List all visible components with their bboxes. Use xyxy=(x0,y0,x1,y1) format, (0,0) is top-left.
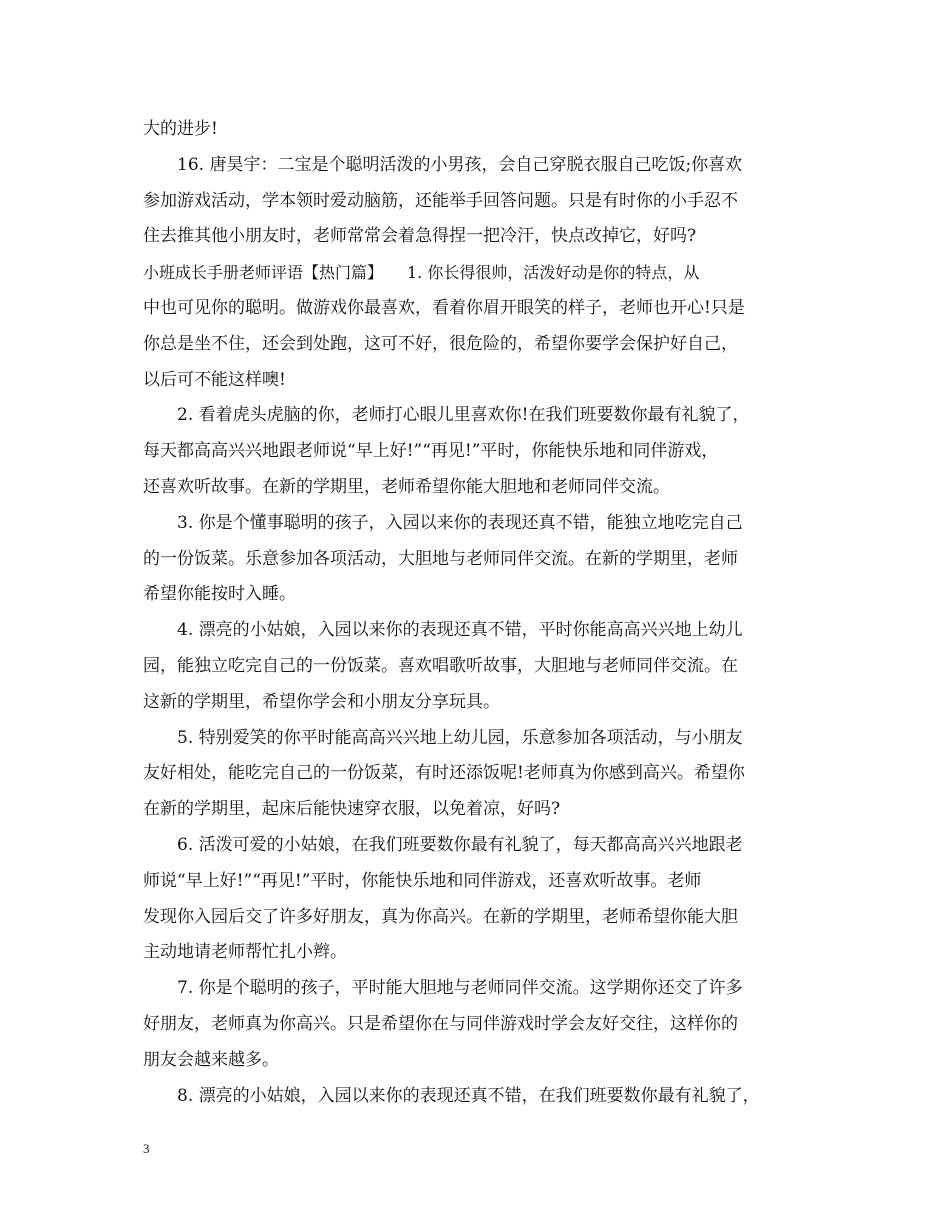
text-line: 7. 你是个聪明的孩子，平时能大胆地与老师同伴交流。这学期你还交了许多 xyxy=(177,978,743,999)
text-line: 的一份饭菜。乐意参加各项活动，大胆地与老师同伴交流。在新的学期里，老师 xyxy=(143,548,738,569)
text-line: 8. 漂亮的小姑娘，入园以来你的表现还真不错，在我们班要数你最有礼貌了， xyxy=(177,1085,760,1106)
text-line: 2. 看着虎头虎脑的你，老师打心眼儿里喜欢你!在我们班要数你最有礼貌了， xyxy=(177,405,750,426)
text-line: 发现你入园后交了许多好朋友，真为你高兴。在新的学期里，老师希望你能大胆 xyxy=(143,906,738,927)
text-line: 小班成长手册老师评语【热门篇】 1. 你长得很帅，活泼好动是你的特点，从 xyxy=(143,263,700,283)
text-line: 在新的学期里，起床后能快速穿衣服，以免着凉，好吗? xyxy=(143,799,561,820)
document-body xyxy=(143,112,823,1114)
text-line: 好朋友，老师真为你高兴。只是希望你在与同伴游戏时学会友好交往，这样你的 xyxy=(143,1013,738,1034)
text-line: 中也可见你的聪明。做游戏你最喜欢，看着你眉开眼笑的样子，老师也开心!只是 xyxy=(143,297,745,318)
text-line: 以后可不能这样噢! xyxy=(143,369,286,390)
text-line: 参加游戏活动，学本领时爱动脑筋，还能举手回答问题。只是有时你的小手忍不 xyxy=(143,190,738,211)
text-line: 4. 漂亮的小姑娘，入园以来你的表现还真不错，平时你能高高兴兴地上幼儿 xyxy=(177,620,743,641)
text-line: 5. 特别爱笑的你平时能高高兴兴地上幼儿园，乐意参加各项活动，与小朋友 xyxy=(177,727,743,748)
text-line: 每天都高高兴兴地跟老师说“早上好!”“再见!”平时，你能快乐地和同伴游戏， xyxy=(143,441,719,462)
text-line: 友好相处，能吃完自己的一份饭菜，有时还添饭呢!老师真为你感到高兴。希望你 xyxy=(143,763,745,784)
text-line: 朋友会越来越多。 xyxy=(143,1049,279,1070)
text-line: 希望你能按时入睡。 xyxy=(143,584,296,605)
text-line: 大的进步! xyxy=(143,119,218,139)
text-line: 3. 你是个懂事聪明的孩子，入园以来你的表现还真不错，能独立地吃完自己 xyxy=(177,512,743,533)
text-line: 住去推其他小朋友时，老师常常会着急得捏一把冷汗，快点改掉它，好吗? xyxy=(143,226,697,247)
text-line: 6. 活泼可爱的小姑娘，在我们班要数你最有礼貌了，每天都高高兴兴地跟老 xyxy=(177,834,743,855)
page-number: 3 xyxy=(143,1141,150,1156)
text-line: 16. 唐昊宇：二宝是个聪明活泼的小男孩，会自己穿脱衣服自己吃饭;你喜欢 xyxy=(177,154,743,175)
text-line: 园，能独立吃完自己的一份饭菜。喜欢唱歌听故事，大胆地与老师同伴交流。在 xyxy=(143,655,738,676)
text-line: 这新的学期里，希望你学会和小朋友分享玩具。 xyxy=(143,691,500,712)
text-line: 主动地请老师帮忙扎小辫。 xyxy=(143,942,347,963)
text-line: 还喜欢听故事。在新的学期里，老师希望你能大胆地和老师同伴交流。 xyxy=(143,476,670,497)
text-line: 师说“早上好!”“再见!”平时，你能快乐地和同伴游戏，还喜欢听故事。老师 xyxy=(143,870,702,891)
text-line: 你总是坐不住，还会到处跑，这可不好，很危险的，希望你要学会保护好自己， xyxy=(143,333,738,354)
